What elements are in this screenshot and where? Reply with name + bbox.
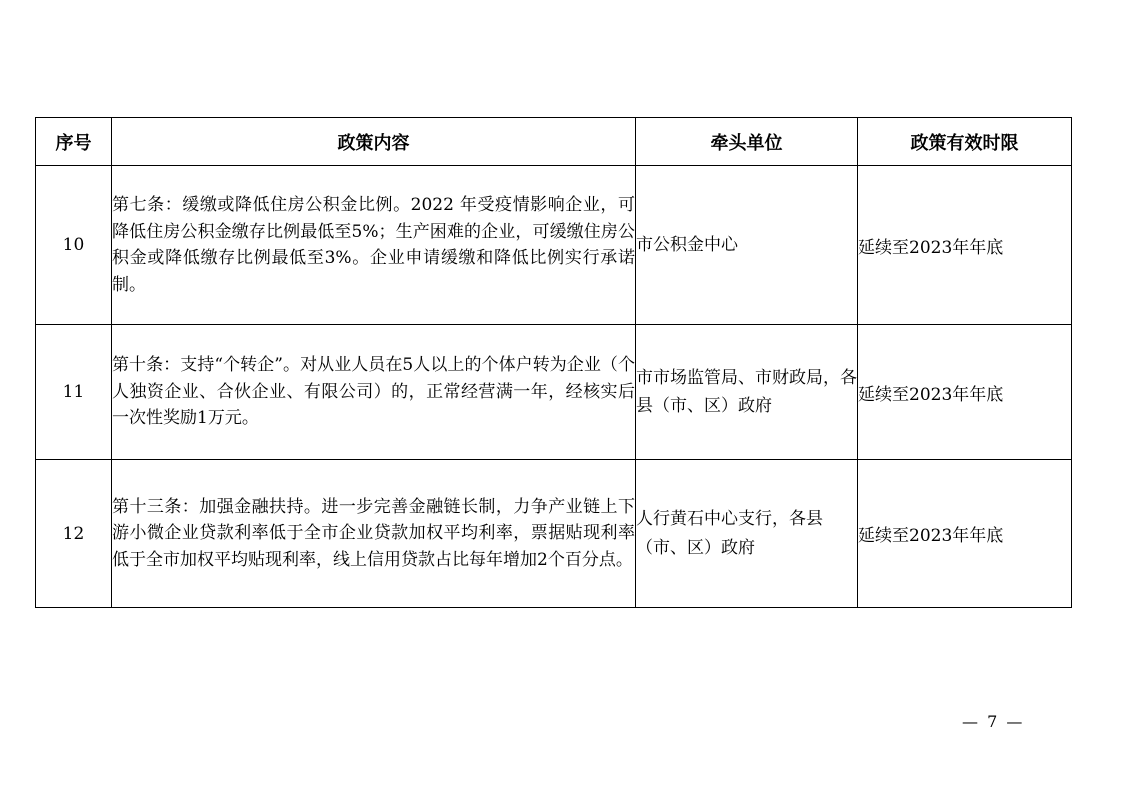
header-lead-unit: 牵头单位 bbox=[636, 118, 858, 166]
header-validity-period: 政策有效时限 bbox=[858, 118, 1072, 166]
row-seq: 12 bbox=[36, 460, 112, 608]
table-header-row bbox=[36, 118, 1072, 166]
header-seq: 序号 bbox=[36, 118, 112, 166]
row-lead-unit: 人行黄石中心支行，各县（市、区）政府 bbox=[636, 460, 858, 608]
row-content: 第七条：缓缴或降低住房公积金比例。2022 年受疫情影响企业，可降低住房公积金缴存比例最低至5%；生产困难的企业，可缓缴住房公积金或降低缴存比例最低至3%。企业申请缓缴和降低比例实行承诺制。 bbox=[112, 166, 636, 325]
row-lead-unit: 市市场监管局、市财政局，各县（市、区）政府 bbox=[636, 325, 858, 460]
row-content: 第十条：支持“个转企”。对从业人员在5人以上的个体户转为企业（个人独资企业、合伙企业、有限公司）的，正常经营满一年，经核实后一次性奖励1万元。 bbox=[112, 325, 636, 460]
table-row bbox=[36, 166, 1072, 325]
page-number: — 7 — bbox=[962, 712, 1025, 731]
row-validity-period: 延续至2023年年底 bbox=[858, 325, 1072, 460]
row-lead-unit: 市公积金中心 bbox=[636, 166, 858, 325]
row-content: 第十三条：加强金融扶持。进一步完善金融链长制，力争产业链上下游小微企业贷款利率低于全市企业贷款加权平均利率，票据贴现利率低于全市加权平均贴现利率，线上信用贷款占比每年增加2个百分点。 bbox=[112, 460, 636, 608]
policy-table bbox=[35, 117, 1072, 608]
row-seq: 10 bbox=[36, 166, 112, 325]
row-validity-period: 延续至2023年年底 bbox=[858, 460, 1072, 608]
header-content: 政策内容 bbox=[112, 118, 636, 166]
table-row bbox=[36, 325, 1072, 460]
row-validity-period: 延续至2023年年底 bbox=[858, 166, 1072, 325]
row-seq: 11 bbox=[36, 325, 112, 460]
table-row bbox=[36, 460, 1072, 608]
